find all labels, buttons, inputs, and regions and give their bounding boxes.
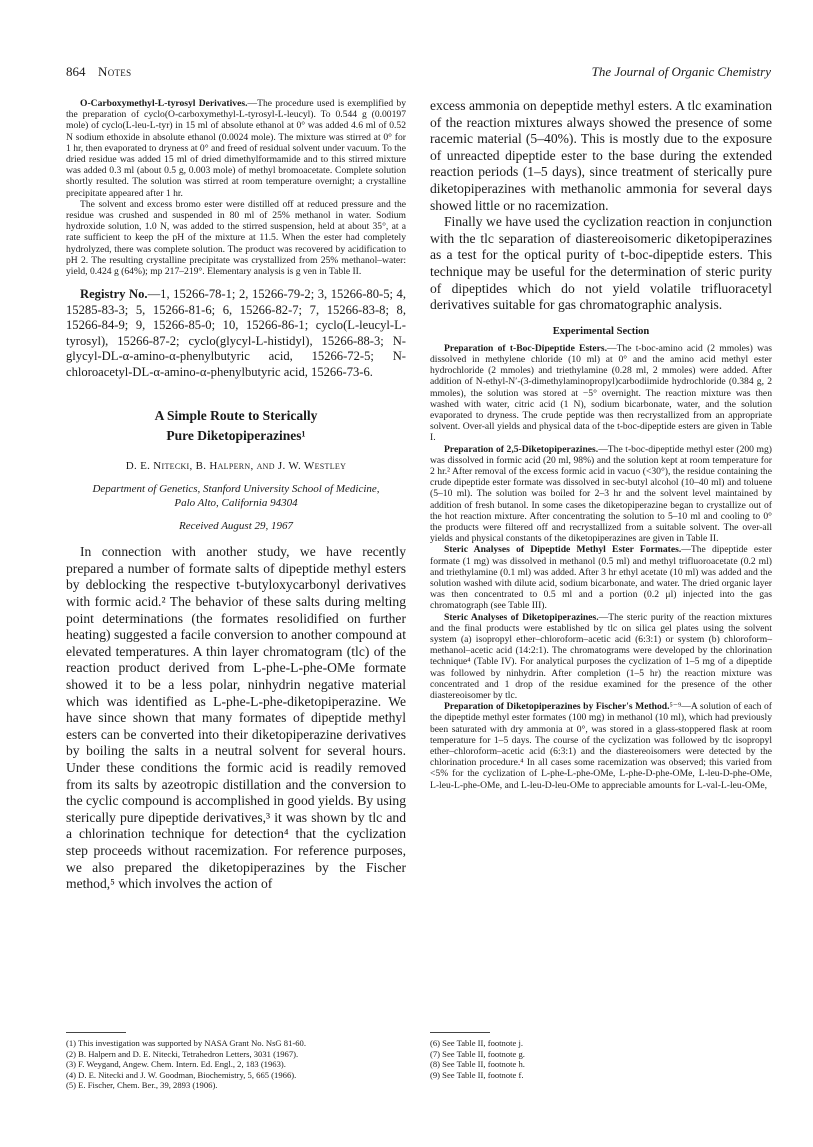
boc-esters-paragraph (430, 343, 772, 444)
footnote: (5) E. Fischer, Chem. Ber., 39, 2893 (1906). (66, 1080, 218, 1091)
paragraph-heading: Preparation of t-Boc-Dipeptide Esters. (444, 342, 608, 354)
paragraph-heading: Steric Analyses of Dipeptide Methyl Ester Formates. (444, 544, 682, 556)
running-header (66, 64, 771, 84)
received-date: Received August 29, 1967 (178, 520, 294, 533)
right-column (430, 98, 772, 791)
paragraph-body: —The t-boc-amino acid (2 mmoles) was dissolved in methylene chloride (10 ml) at 0° and the amino acid methyl ester hydrochloride (2 mmoles) and triethylamine (0.28 ml, 2 mmoles) were added. After addition of N-ethyl-N′-(3-dimethylaminopropyl)carbodiimide hydrochloride (0.384 g, 2 mmoles), the solution was stored at −5° overnight. The reaction mixture was then washed with water, citric acid (1 N), sodium bicarbonate, water, and the solution evaporated to dryness. The crude peptide was then recrystallized from an appropriate solvent. Over-all yields and physical data of the t-boc-dipeptide esters are given in Table I. (430, 342, 772, 444)
paragraph-body: —The steric purity of the reaction mixtures and the final products were established by tlc on silica gel plates using the solvent system (a) isopropyl ether–chloroform–acetic acid (6:3:1) or system (b) chloroform–methanol–acetic acid (14:2:1). The chromatograms were developed by the chlorination technique⁴ (Table IV). For analytical purposes the cyclization of 1–5 mg of a dipeptide was followed by ninhydrin. After completion (1–5 hr) the reaction mixture was concentrated and 1 drop of the residue examined for the presence of the other diastereoisomer by tlc. (430, 611, 772, 702)
page-number: 864 (66, 64, 86, 79)
footnote: (9) See Table II, footnote f. (430, 1069, 524, 1080)
paragraph-body: —The t-boc-dipeptide methyl ester (200 mg) was dissolved in formic acid (20 ml, 98%) and the solution kept at room temperature for 2 hr.² After removal of the excess formic acid in vacuo (<30°), the residue containing the crude dipeptide ester formate was dissolved in sec-butyl alcohol (10–40 ml) and toluene (5–10 ml). The solution was boiled for 2–3 hr and the solvent level maintained by addition of fresh butanol. In some cases the diketopiperazine began to crystallize out of the hot reaction mixture. After concentrating the solution to 5–10 ml and cooling to 0° the products were filtered off and recrystallized from a suitable solvent. The over-all yields and physical constants of the diketopiperazines are given in Table II. (430, 443, 772, 545)
title-line-2: Pure Diketopiperazines¹ (166, 428, 306, 444)
paragraph-heading: Preparation of Diketopiperazines by Fischer's Method. (444, 701, 670, 713)
paragraph-body: ⁵⁻⁹—A solution of each of the dipeptide methyl ester formates (100 mg) in methanol (10 ml), which had previously been saturated with dry ammonia at 0°, was stored in a glass-stoppered flask at room temperature for 1–5 days. The course of the cyclization was followed by tlc isopropyl ether–chloroform–acetic acid (6:3:1) and the diastereoisomers were detected by the chlorination procedure.⁴ In all cases some racemization was observed; this varied from <5% for the cyclization of L-phe-L-phe-OMe, L-phe-D-phe-OMe, L-leu-D-phe-OMe, L-leu-L-phe-OMe, and L-leu-D-leu-OMe to appreciable amounts for L-val-L-leu-OMe, (430, 701, 772, 791)
diketopiperazines-prep-paragraph (430, 444, 772, 545)
paragraph-body: —The procedure used is exemplified by the preparation of cyclo(O-carboxymethyl-L-tyrosyl-L-leucyl). To 0.544 g (0.00197 mole) of cyclo(L-leu-L-tyr) in 15 ml of absolute ethanol at 0° was added 4.6 ml of 0.52 N sodium ethoxide in absolute ethanol (0.0024 mole). The mixture was stirred at 0° for 1 hr, then evaporated to dryness at 0° and freed of residual solvent under vacuum. To the dried residue was added 15 ml of dried dimethylformamide and to this stirred mixture was added 0.3 ml (about 0.5 g, 0.003 mole) of methyl bromoacetate. Complete solution shortly resulted. The solution was stirred at room temperature overnight; a crystalline precipitate appeared after 1 hr. (66, 98, 407, 199)
continuation-paragraph: excess ammonia on depeptide methyl esters. A tlc examination of the reaction mixtures always showed the presence of some racemic material (5–40%). This is mostly due to the exposure of unreacted dipeptide ester to the base during the extended reaction periods (1–5 days), since treatment of sterically pure diketopiperazines with methanolic ammonia for several days showed little or no racemization. (430, 98, 772, 213)
footnote-rule-right (430, 1032, 490, 1033)
section-name: Notes (98, 64, 132, 79)
author-affiliation (66, 482, 406, 510)
footnote: (3) F. Weygand, Angew. Chem. Intern. Ed. Engl., 2, 183 (1963). (66, 1059, 286, 1070)
affiliation-line-1: Department of Genetics, Stanford University School of Medicine, (92, 483, 380, 496)
paragraph-heading: O-Carboxymethyl-L-tyrosyl Derivatives. (80, 98, 248, 109)
paragraph-heading: Preparation of 2,5-Diketopiperazines. (444, 443, 599, 455)
footnote-rule-left (66, 1032, 126, 1033)
steric-formates-paragraph (430, 544, 772, 611)
footnote: (2) B. Halpern and D. E. Nitecki, Tetrahedron Letters, 3031 (1967). (66, 1048, 299, 1059)
registry-heading: Registry No. (80, 287, 148, 302)
title-line-1: A Simple Route to Sterically (154, 408, 318, 424)
left-column (66, 98, 406, 893)
footnote: (6) See Table II, footnote j. (430, 1038, 524, 1048)
paragraph-heading: Steric Analyses of Diketopiperazines. (444, 611, 599, 623)
tyrosyl-derivatives-paragraph (66, 98, 406, 199)
registry-paragraph (66, 287, 406, 380)
introduction-paragraph: In connection with another study, we have recently prepared a number of formate salts of dipeptide methyl esters by deblocking the respective t-butyloxycarbonyl derivatives with formic acid.² The behavior of these salts during melting point determinations (the formates resolidified on further heating) suggested a facile conversion to another compound at elevated temperatures. A thin layer chromatogram (tlc) of the reaction product derived from L-phe-L-phe-OMe formate showed it to be a less polar, ninhydrin negative material which was identified as L-phe-L-phe-diketopiperazine. We have since shown that many formates of dipeptide methyl esters can be converted into their diketopiperazine derivatives by boiling the salts in a neutral solvent for several hours. Under these conditions the formic acid is readily removed from its salts by azeotropic distillation and the conversion to the cyclic compound is accomplished in good yields. By using sterically pure dipeptide derivatives,³ it was shown by tlc and a chlorination technique for detection⁴ that the cyclization step proceeds without racemization. For reference purposes, we also prepared the diketopiperazines by the Fischer method,⁵ which involves the action of (66, 544, 406, 892)
footnote: (7) See Table II, footnote g. (430, 1048, 525, 1059)
journal-name: The Journal of Organic Chemistry (591, 64, 771, 79)
hydrolysis-paragraph: The solvent and excess bromo ester were distilled off at reduced pressure and the residue was crushed and suspended in 80 ml of 25% methanol in water. Sodium hydroxide solution, 1.0 N, was added to the stirred suspension, held at about 35°, at a rate sufficient to keep the pH of the mixture at 11.5. When the ester had completely hydrolyzed, there was complete solution. The product was recovered by acidification to pH 2. The resulting crystalline precipitate was crystallized from 25% methanol–water: yield, 0.424 g (64%); mp 217–219°. Elementary analysis is g ven in Table II. (66, 198, 406, 278)
article-authors: D. E. Nitecki, B. Halpern, and J. W. Westley (125, 460, 347, 473)
footnote: (4) D. E. Nitecki and J. W. Goodman, Biochemistry, 5, 665 (1966). (66, 1069, 297, 1080)
footnote: (1) This investigation was supported by NASA Grant No. NsG 81-60. (66, 1038, 306, 1048)
article-title (66, 406, 406, 446)
footnotes-right (430, 1038, 772, 1080)
conclusion-paragraph: Finally we have used the cyclization reaction in conjunction with the tlc separation of diastereoisomeric diketopiperazines as a test for the optical purity of t-boc-dipeptide esters. This technique may be useful for the determination of steric purity of dipeptides which do not yield volatile trifluoracetyl derivatives suitable for gas chromatographic analysis. (430, 214, 772, 313)
paragraph-body: —The dipeptide ester formate (1 mg) was dissolved in methanol (0.5 ml) and methyl trifluoroacetate (0.2 ml) and triethylamine (0.1 ml) was added. After 3 hr ethyl acetate (10 ml) was added and the solution washed with dilute acid, sodium bicarbonate, and water. The dried organic layer was then concentrated to 0.5 ml and a portion (0.2 μl) injected into the gas chromatograph (see Table III). (430, 544, 772, 612)
registry-body: —1, 15266-78-1; 2, 15266-79-2; 3, 15266-80-5; 4, 15285-83-3; 5, 15266-81-6; 6, 15266-82-7; 7, 15266-83-8; 8, 15266-84-9; 9, 15266-85-0; 10, 15266-86-1; cyclo(L-leucyl-L-tyrosyl), 15266-87-2; cyclo(glycyl-L-histidyl), 15266-88-3; N-glycyl-DL-α-amino-α-phenylbutyric acid, 15266-72-5; N-chloroacetyl-DL-α-amino-α-phenylbutyric acid, 15266-73-6. (66, 287, 406, 379)
fischer-method-paragraph (430, 701, 772, 791)
footnote: (8) See Table II, footnote h. (430, 1059, 525, 1070)
experimental-section-heading: Experimental Section (552, 325, 650, 337)
affiliation-line-2: Palo Alto, California 94304 (174, 497, 298, 510)
footnotes-left (66, 1038, 406, 1091)
steric-diketopiperazines-paragraph (430, 612, 772, 702)
